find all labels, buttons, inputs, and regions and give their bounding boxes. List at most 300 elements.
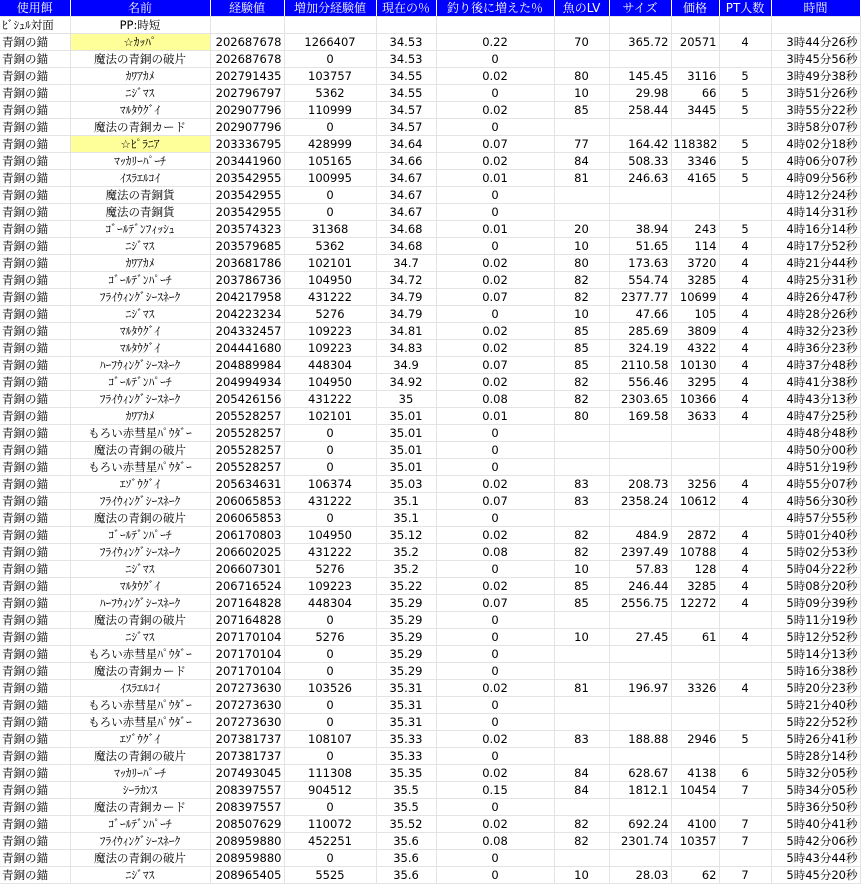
cell-current-pct[interactable]: 35.01 (376, 408, 436, 425)
cell-exp-gain[interactable]: 102101 (284, 255, 376, 272)
cell-exp-gain[interactable]: 0 (284, 646, 376, 663)
cell-fish-level[interactable]: 82 (554, 391, 609, 408)
cell-exp[interactable]: 207164828 (210, 612, 284, 629)
cell-price[interactable]: 10366 (671, 391, 719, 408)
cell-current-pct[interactable]: 34.7 (376, 255, 436, 272)
cell-size[interactable] (609, 646, 671, 663)
cell-exp-gain[interactable]: 428999 (284, 136, 376, 153)
cell-price[interactable] (671, 697, 719, 714)
cell-fish-level[interactable]: 83 (554, 476, 609, 493)
cell-pct-gain[interactable]: 0 (436, 714, 554, 731)
table-cell[interactable] (771, 17, 860, 34)
cell-exp-gain[interactable]: 448304 (284, 595, 376, 612)
cell-fish-level[interactable]: 77 (554, 136, 609, 153)
cell-time[interactable]: 4時41分38秒 (771, 374, 860, 391)
cell-name[interactable]: ｶﾜｱｶﾒ (70, 68, 210, 85)
cell-exp-gain[interactable]: 31368 (284, 221, 376, 238)
cell-price[interactable]: 3326 (671, 680, 719, 697)
cell-exp-gain[interactable]: 904512 (284, 782, 376, 799)
cell-pct-gain[interactable]: 0 (436, 510, 554, 527)
cell-exp-gain[interactable]: 100995 (284, 170, 376, 187)
cell-size[interactable] (609, 510, 671, 527)
cell-exp-gain[interactable]: 431222 (284, 493, 376, 510)
cell-current-pct[interactable]: 34.67 (376, 187, 436, 204)
cell-current-pct[interactable]: 34.57 (376, 119, 436, 136)
cell-current-pct[interactable]: 35.6 (376, 850, 436, 867)
cell-exp[interactable]: 208397557 (210, 782, 284, 799)
cell-name[interactable]: 魔法の青銅の破片 (70, 510, 210, 527)
cell-current-pct[interactable]: 35.52 (376, 816, 436, 833)
cell-exp[interactable]: 202907796 (210, 119, 284, 136)
cell-fish-level[interactable] (554, 663, 609, 680)
cell-price[interactable] (671, 459, 719, 476)
cell-current-pct[interactable]: 35.35 (376, 765, 436, 782)
cell-fish-level[interactable]: 10 (554, 561, 609, 578)
cell-party-size[interactable]: 6 (719, 765, 771, 782)
cell-party-size[interactable]: 5 (719, 136, 771, 153)
cell-size[interactable]: 324.19 (609, 340, 671, 357)
cell-exp-gain[interactable]: 0 (284, 187, 376, 204)
cell-party-size[interactable]: 5 (719, 731, 771, 748)
cell-exp-gain[interactable]: 104950 (284, 374, 376, 391)
cell-pct-gain[interactable]: 0.02 (436, 272, 554, 289)
cell-price[interactable]: 4322 (671, 340, 719, 357)
cell-price[interactable]: 128 (671, 561, 719, 578)
cell-bait[interactable]: 青銅の錨 (0, 765, 70, 782)
cell-bait[interactable]: 青銅の錨 (0, 799, 70, 816)
cell-price[interactable] (671, 442, 719, 459)
header-fish-level[interactable]: 魚のLV (554, 0, 609, 17)
cell-time[interactable]: 5時02分53秒 (771, 544, 860, 561)
cell-name[interactable]: ﾆｼﾞﾏｽ (70, 629, 210, 646)
cell-time[interactable]: 4時37分48秒 (771, 357, 860, 374)
cell-bait[interactable]: 青銅の錨 (0, 408, 70, 425)
cell-name[interactable]: ☆ｶｯﾊﾟ (70, 34, 210, 51)
cell-pct-gain[interactable]: 0 (436, 306, 554, 323)
cell-exp[interactable]: 203542955 (210, 204, 284, 221)
cell-size[interactable] (609, 612, 671, 629)
cell-current-pct[interactable]: 35.01 (376, 459, 436, 476)
cell-size[interactable]: 169.58 (609, 408, 671, 425)
table-cell[interactable] (719, 17, 771, 34)
cell-exp[interactable]: 207170104 (210, 663, 284, 680)
cell-exp[interactable]: 207170104 (210, 646, 284, 663)
cell-current-pct[interactable]: 35.03 (376, 476, 436, 493)
cell-pct-gain[interactable]: 0.02 (436, 323, 554, 340)
cell-exp-gain[interactable]: 5362 (284, 238, 376, 255)
cell-fish-level[interactable]: 82 (554, 374, 609, 391)
cell-current-pct[interactable]: 34.68 (376, 238, 436, 255)
cell-size[interactable] (609, 748, 671, 765)
cell-size[interactable]: 628.67 (609, 765, 671, 782)
cell-price[interactable]: 66 (671, 85, 719, 102)
cell-time[interactable]: 5時22分52秒 (771, 714, 860, 731)
cell-bait[interactable]: 青銅の錨 (0, 357, 70, 374)
cell-fish-level[interactable]: 83 (554, 731, 609, 748)
cell-name[interactable]: ｴｿﾞｳｸﾞｲ (70, 476, 210, 493)
cell-fish-level[interactable]: 80 (554, 255, 609, 272)
cell-time[interactable]: 4時16分14秒 (771, 221, 860, 238)
cell-bait[interactable]: 青銅の錨 (0, 306, 70, 323)
cell-size[interactable]: 508.33 (609, 153, 671, 170)
cell-price[interactable]: 10699 (671, 289, 719, 306)
cell-party-size[interactable]: 4 (719, 391, 771, 408)
cell-name[interactable]: ﾏﾙﾀｳｸﾞｲ (70, 578, 210, 595)
cell-exp[interactable]: 207273630 (210, 714, 284, 731)
cell-exp-gain[interactable]: 0 (284, 714, 376, 731)
cell-name[interactable]: ﾆｼﾞﾏｽ (70, 238, 210, 255)
cell-size[interactable]: 246.44 (609, 578, 671, 595)
cell-exp[interactable]: 206607301 (210, 561, 284, 578)
cell-bait[interactable]: 青銅の錨 (0, 136, 70, 153)
cell-party-size[interactable]: 5 (719, 153, 771, 170)
cell-party-size[interactable]: 4 (719, 374, 771, 391)
cell-current-pct[interactable]: 34.57 (376, 102, 436, 119)
cell-size[interactable]: 2303.65 (609, 391, 671, 408)
cell-exp-gain[interactable]: 103757 (284, 68, 376, 85)
cell-party-size[interactable]: 4 (719, 544, 771, 561)
cell-pct-gain[interactable]: 0 (436, 442, 554, 459)
cell-time[interactable]: 4時09分56秒 (771, 170, 860, 187)
cell-bait[interactable]: 青銅の錨 (0, 238, 70, 255)
cell-pct-gain[interactable]: 0.07 (436, 136, 554, 153)
cell-exp-gain[interactable]: 431222 (284, 391, 376, 408)
cell-time[interactable]: 5時09分39秒 (771, 595, 860, 612)
cell-size[interactable]: 2377.77 (609, 289, 671, 306)
cell-party-size[interactable]: 7 (719, 867, 771, 884)
cell-current-pct[interactable]: 35 (376, 391, 436, 408)
cell-size[interactable] (609, 850, 671, 867)
cell-time[interactable]: 5時04分22秒 (771, 561, 860, 578)
cell-name[interactable]: ﾌﾗｲｳｨﾝｸﾞｼｰｽﾈｰｸ (70, 833, 210, 850)
cell-size[interactable]: 285.69 (609, 323, 671, 340)
cell-pct-gain[interactable]: 0 (436, 561, 554, 578)
cell-current-pct[interactable]: 34.53 (376, 34, 436, 51)
table-cell[interactable] (210, 17, 284, 34)
cell-name[interactable]: もろい赤彗星ﾊﾟｳﾀﾞｰ (70, 459, 210, 476)
cell-name[interactable]: ｶﾜｱｶﾒ (70, 408, 210, 425)
cell-exp-gain[interactable]: 109223 (284, 578, 376, 595)
cell-bait[interactable]: 青銅の錨 (0, 102, 70, 119)
cell-price[interactable] (671, 663, 719, 680)
cell-exp[interactable]: 203542955 (210, 187, 284, 204)
cell-time[interactable]: 3時49分38秒 (771, 68, 860, 85)
cell-time[interactable]: 5時32分05秒 (771, 765, 860, 782)
cell-pct-gain[interactable]: 0 (436, 697, 554, 714)
cell-pct-gain[interactable]: 0.02 (436, 255, 554, 272)
cell-exp[interactable]: 203542955 (210, 170, 284, 187)
cell-current-pct[interactable]: 35.6 (376, 833, 436, 850)
cell-exp-gain[interactable]: 431222 (284, 289, 376, 306)
cell-pct-gain[interactable]: 0 (436, 850, 554, 867)
cell-fish-level[interactable]: 82 (554, 289, 609, 306)
cell-party-size[interactable]: 4 (719, 476, 771, 493)
cell-price[interactable]: 3285 (671, 272, 719, 289)
cell-price[interactable] (671, 204, 719, 221)
cell-exp[interactable]: 207381737 (210, 748, 284, 765)
cell-bait[interactable]: 青銅の錨 (0, 289, 70, 306)
cell-pct-gain[interactable]: 0.02 (436, 578, 554, 595)
header-exp-gain[interactable]: 増加分経験値 (284, 0, 376, 17)
cell-exp-gain[interactable]: 0 (284, 748, 376, 765)
cell-exp[interactable]: 206716524 (210, 578, 284, 595)
cell-fish-level[interactable]: 83 (554, 493, 609, 510)
cell-price[interactable]: 118382 (671, 136, 719, 153)
cell-name[interactable]: もろい赤彗星ﾊﾟｳﾀﾞｰ (70, 714, 210, 731)
cell-time[interactable]: 3時51分26秒 (771, 85, 860, 102)
cell-time[interactable]: 5時43分44秒 (771, 850, 860, 867)
cell-bait[interactable]: 青銅の錨 (0, 153, 70, 170)
cell-party-size[interactable] (719, 663, 771, 680)
cell-fish-level[interactable]: 85 (554, 102, 609, 119)
cell-fish-level[interactable] (554, 442, 609, 459)
cell-name[interactable]: ﾊｰﾌｳｨﾝｸﾞｼｰｽﾈｰｸ (70, 595, 210, 612)
note-name[interactable]: PP:時短 (70, 17, 210, 34)
header-size[interactable]: サイズ (609, 0, 671, 17)
cell-pct-gain[interactable]: 0.02 (436, 680, 554, 697)
cell-exp-gain[interactable]: 108107 (284, 731, 376, 748)
cell-bait[interactable]: 青銅の錨 (0, 663, 70, 680)
cell-party-size[interactable] (719, 425, 771, 442)
cell-exp[interactable]: 202687678 (210, 51, 284, 68)
cell-exp-gain[interactable]: 0 (284, 459, 376, 476)
cell-fish-level[interactable]: 20 (554, 221, 609, 238)
cell-exp-gain[interactable]: 5276 (284, 629, 376, 646)
cell-exp[interactable]: 208507629 (210, 816, 284, 833)
cell-pct-gain[interactable]: 0 (436, 629, 554, 646)
cell-party-size[interactable] (719, 442, 771, 459)
cell-exp[interactable]: 204217958 (210, 289, 284, 306)
cell-bait[interactable]: 青銅の錨 (0, 391, 70, 408)
cell-price[interactable]: 20571 (671, 34, 719, 51)
cell-party-size[interactable]: 4 (719, 408, 771, 425)
cell-exp[interactable]: 206065853 (210, 493, 284, 510)
cell-fish-level[interactable]: 85 (554, 357, 609, 374)
cell-exp-gain[interactable]: 1266407 (284, 34, 376, 51)
cell-pct-gain[interactable]: 0 (436, 85, 554, 102)
cell-bait[interactable]: 青銅の錨 (0, 714, 70, 731)
cell-name[interactable]: ｲｽﾗｴﾙｺｲ (70, 680, 210, 697)
cell-fish-level[interactable]: 82 (554, 527, 609, 544)
cell-name[interactable]: ｶﾜｱｶﾒ (70, 255, 210, 272)
cell-party-size[interactable]: 5 (719, 68, 771, 85)
cell-exp[interactable]: 208959880 (210, 850, 284, 867)
cell-current-pct[interactable]: 35.29 (376, 595, 436, 612)
cell-party-size[interactable]: 4 (719, 595, 771, 612)
cell-exp-gain[interactable]: 5525 (284, 867, 376, 884)
cell-party-size[interactable]: 4 (719, 34, 771, 51)
cell-pct-gain[interactable]: 0 (436, 204, 554, 221)
cell-size[interactable]: 47.66 (609, 306, 671, 323)
cell-pct-gain[interactable]: 0.07 (436, 289, 554, 306)
cell-name[interactable]: ﾌﾗｲｳｨﾝｸﾞｼｰｽﾈｰｸ (70, 493, 210, 510)
cell-size[interactable]: 196.97 (609, 680, 671, 697)
cell-current-pct[interactable]: 34.9 (376, 357, 436, 374)
cell-exp[interactable]: 202687678 (210, 34, 284, 51)
cell-price[interactable]: 10612 (671, 493, 719, 510)
cell-exp-gain[interactable]: 431222 (284, 544, 376, 561)
cell-size[interactable] (609, 663, 671, 680)
cell-size[interactable] (609, 204, 671, 221)
cell-price[interactable] (671, 119, 719, 136)
cell-price[interactable]: 2872 (671, 527, 719, 544)
cell-price[interactable]: 3633 (671, 408, 719, 425)
cell-pct-gain[interactable]: 0.15 (436, 782, 554, 799)
cell-time[interactable]: 4時26分47秒 (771, 289, 860, 306)
cell-size[interactable]: 173.63 (609, 255, 671, 272)
cell-exp[interactable]: 204441680 (210, 340, 284, 357)
cell-size[interactable]: 51.65 (609, 238, 671, 255)
cell-bait[interactable]: 青銅の錨 (0, 425, 70, 442)
cell-bait[interactable]: 青銅の錨 (0, 816, 70, 833)
cell-name[interactable]: ｺﾞｰﾙﾃﾞﾝﾊﾟｰﾁ (70, 374, 210, 391)
table-cell[interactable] (376, 17, 436, 34)
cell-exp-gain[interactable]: 0 (284, 697, 376, 714)
cell-pct-gain[interactable]: 0 (436, 867, 554, 884)
cell-price[interactable]: 3295 (671, 374, 719, 391)
cell-name[interactable]: ｺﾞｰﾙﾃﾞﾝﾊﾟｰﾁ (70, 272, 210, 289)
cell-pct-gain[interactable]: 0.02 (436, 816, 554, 833)
cell-bait[interactable]: 青銅の錨 (0, 612, 70, 629)
cell-time[interactable]: 5時16分38秒 (771, 663, 860, 680)
cell-time[interactable]: 4時06分07秒 (771, 153, 860, 170)
cell-name[interactable]: ﾏﾙﾀｳｸﾞｲ (70, 102, 210, 119)
cell-pct-gain[interactable]: 0.08 (436, 833, 554, 850)
cell-price[interactable]: 3720 (671, 255, 719, 272)
cell-current-pct[interactable]: 35.6 (376, 867, 436, 884)
cell-pct-gain[interactable]: 0.08 (436, 544, 554, 561)
cell-pct-gain[interactable]: 0.02 (436, 68, 554, 85)
cell-party-size[interactable] (719, 646, 771, 663)
cell-current-pct[interactable]: 35.31 (376, 697, 436, 714)
cell-time[interactable]: 4時47分25秒 (771, 408, 860, 425)
cell-exp[interactable]: 205528257 (210, 408, 284, 425)
cell-current-pct[interactable]: 35.2 (376, 561, 436, 578)
cell-current-pct[interactable]: 34.81 (376, 323, 436, 340)
cell-exp-gain[interactable]: 0 (284, 51, 376, 68)
cell-exp[interactable]: 204332457 (210, 323, 284, 340)
cell-fish-level[interactable] (554, 187, 609, 204)
cell-name[interactable]: 魔法の青銅カード (70, 663, 210, 680)
cell-fish-level[interactable]: 10 (554, 306, 609, 323)
cell-size[interactable]: 164.42 (609, 136, 671, 153)
cell-fish-level[interactable]: 80 (554, 68, 609, 85)
cell-party-size[interactable]: 7 (719, 833, 771, 850)
cell-exp[interactable]: 202907796 (210, 102, 284, 119)
cell-party-size[interactable] (719, 850, 771, 867)
cell-current-pct[interactable]: 35.01 (376, 442, 436, 459)
cell-party-size[interactable]: 7 (719, 782, 771, 799)
cell-price[interactable] (671, 187, 719, 204)
cell-exp[interactable]: 206065853 (210, 510, 284, 527)
table-cell[interactable] (436, 17, 554, 34)
cell-party-size[interactable]: 4 (719, 272, 771, 289)
cell-fish-level[interactable] (554, 748, 609, 765)
cell-current-pct[interactable]: 34.66 (376, 153, 436, 170)
cell-fish-level[interactable]: 10 (554, 85, 609, 102)
cell-bait[interactable]: 青銅の錨 (0, 833, 70, 850)
cell-bait[interactable]: 青銅の錨 (0, 459, 70, 476)
cell-time[interactable]: 4時56分30秒 (771, 493, 860, 510)
cell-time[interactable]: 4時21分44秒 (771, 255, 860, 272)
cell-fish-level[interactable] (554, 697, 609, 714)
cell-party-size[interactable]: 4 (719, 289, 771, 306)
cell-party-size[interactable]: 4 (719, 238, 771, 255)
cell-name[interactable]: ﾆｼﾞﾏｽ (70, 561, 210, 578)
cell-party-size[interactable]: 4 (719, 357, 771, 374)
cell-time[interactable]: 5時26分41秒 (771, 731, 860, 748)
cell-price[interactable]: 10130 (671, 357, 719, 374)
cell-fish-level[interactable] (554, 119, 609, 136)
cell-size[interactable]: 692.24 (609, 816, 671, 833)
cell-exp[interactable]: 208965405 (210, 867, 284, 884)
cell-party-size[interactable]: 4 (719, 527, 771, 544)
cell-time[interactable]: 5時45分20秒 (771, 867, 860, 884)
cell-time[interactable]: 5時20分23秒 (771, 680, 860, 697)
cell-bait[interactable]: 青銅の錨 (0, 697, 70, 714)
cell-exp[interactable]: 202791435 (210, 68, 284, 85)
cell-fish-level[interactable] (554, 850, 609, 867)
cell-current-pct[interactable]: 34.67 (376, 204, 436, 221)
cell-pct-gain[interactable]: 0.02 (436, 476, 554, 493)
cell-bait[interactable]: 青銅の錨 (0, 272, 70, 289)
cell-bait[interactable]: 青銅の錨 (0, 561, 70, 578)
cell-name[interactable]: ﾆｼﾞﾏｽ (70, 867, 210, 884)
cell-current-pct[interactable]: 35.29 (376, 646, 436, 663)
cell-fish-level[interactable]: 81 (554, 680, 609, 697)
cell-time[interactable]: 5時28分14秒 (771, 748, 860, 765)
cell-price[interactable]: 10454 (671, 782, 719, 799)
cell-bait[interactable]: 青銅の錨 (0, 323, 70, 340)
cell-bait[interactable]: 青銅の錨 (0, 731, 70, 748)
cell-name[interactable]: 魔法の青銅の破片 (70, 748, 210, 765)
cell-current-pct[interactable]: 35.2 (376, 544, 436, 561)
cell-party-size[interactable] (719, 697, 771, 714)
cell-pct-gain[interactable]: 0.02 (436, 102, 554, 119)
cell-price[interactable]: 4100 (671, 816, 719, 833)
cell-size[interactable]: 57.83 (609, 561, 671, 578)
cell-price[interactable]: 114 (671, 238, 719, 255)
cell-current-pct[interactable]: 35.5 (376, 799, 436, 816)
header-pct-gain[interactable]: 釣り後に増えた％ (436, 0, 554, 17)
cell-party-size[interactable] (719, 612, 771, 629)
cell-size[interactable]: 554.74 (609, 272, 671, 289)
cell-pct-gain[interactable]: 0 (436, 663, 554, 680)
cell-fish-level[interactable] (554, 204, 609, 221)
cell-price[interactable] (671, 748, 719, 765)
cell-exp-gain[interactable]: 0 (284, 663, 376, 680)
header-name[interactable]: 名前 (70, 0, 210, 17)
cell-exp-gain[interactable]: 0 (284, 425, 376, 442)
cell-name[interactable]: もろい赤彗星ﾊﾟｳﾀﾞｰ (70, 646, 210, 663)
header-time[interactable]: 時間 (771, 0, 860, 17)
cell-exp-gain[interactable]: 111308 (284, 765, 376, 782)
cell-name[interactable]: ﾊｰﾌｳｨﾝｸﾞｼｰｽﾈｰｸ (70, 357, 210, 374)
cell-pct-gain[interactable]: 0 (436, 748, 554, 765)
cell-bait[interactable]: 青銅の錨 (0, 493, 70, 510)
cell-bait[interactable]: 青銅の錨 (0, 850, 70, 867)
cell-exp[interactable]: 206170803 (210, 527, 284, 544)
cell-price[interactable] (671, 51, 719, 68)
cell-pct-gain[interactable]: 0 (436, 612, 554, 629)
cell-fish-level[interactable]: 82 (554, 833, 609, 850)
cell-exp-gain[interactable]: 109223 (284, 340, 376, 357)
table-cell[interactable] (554, 17, 609, 34)
cell-price[interactable]: 3256 (671, 476, 719, 493)
cell-exp[interactable]: 203681786 (210, 255, 284, 272)
cell-name[interactable]: 魔法の青銅の破片 (70, 612, 210, 629)
cell-price[interactable] (671, 714, 719, 731)
